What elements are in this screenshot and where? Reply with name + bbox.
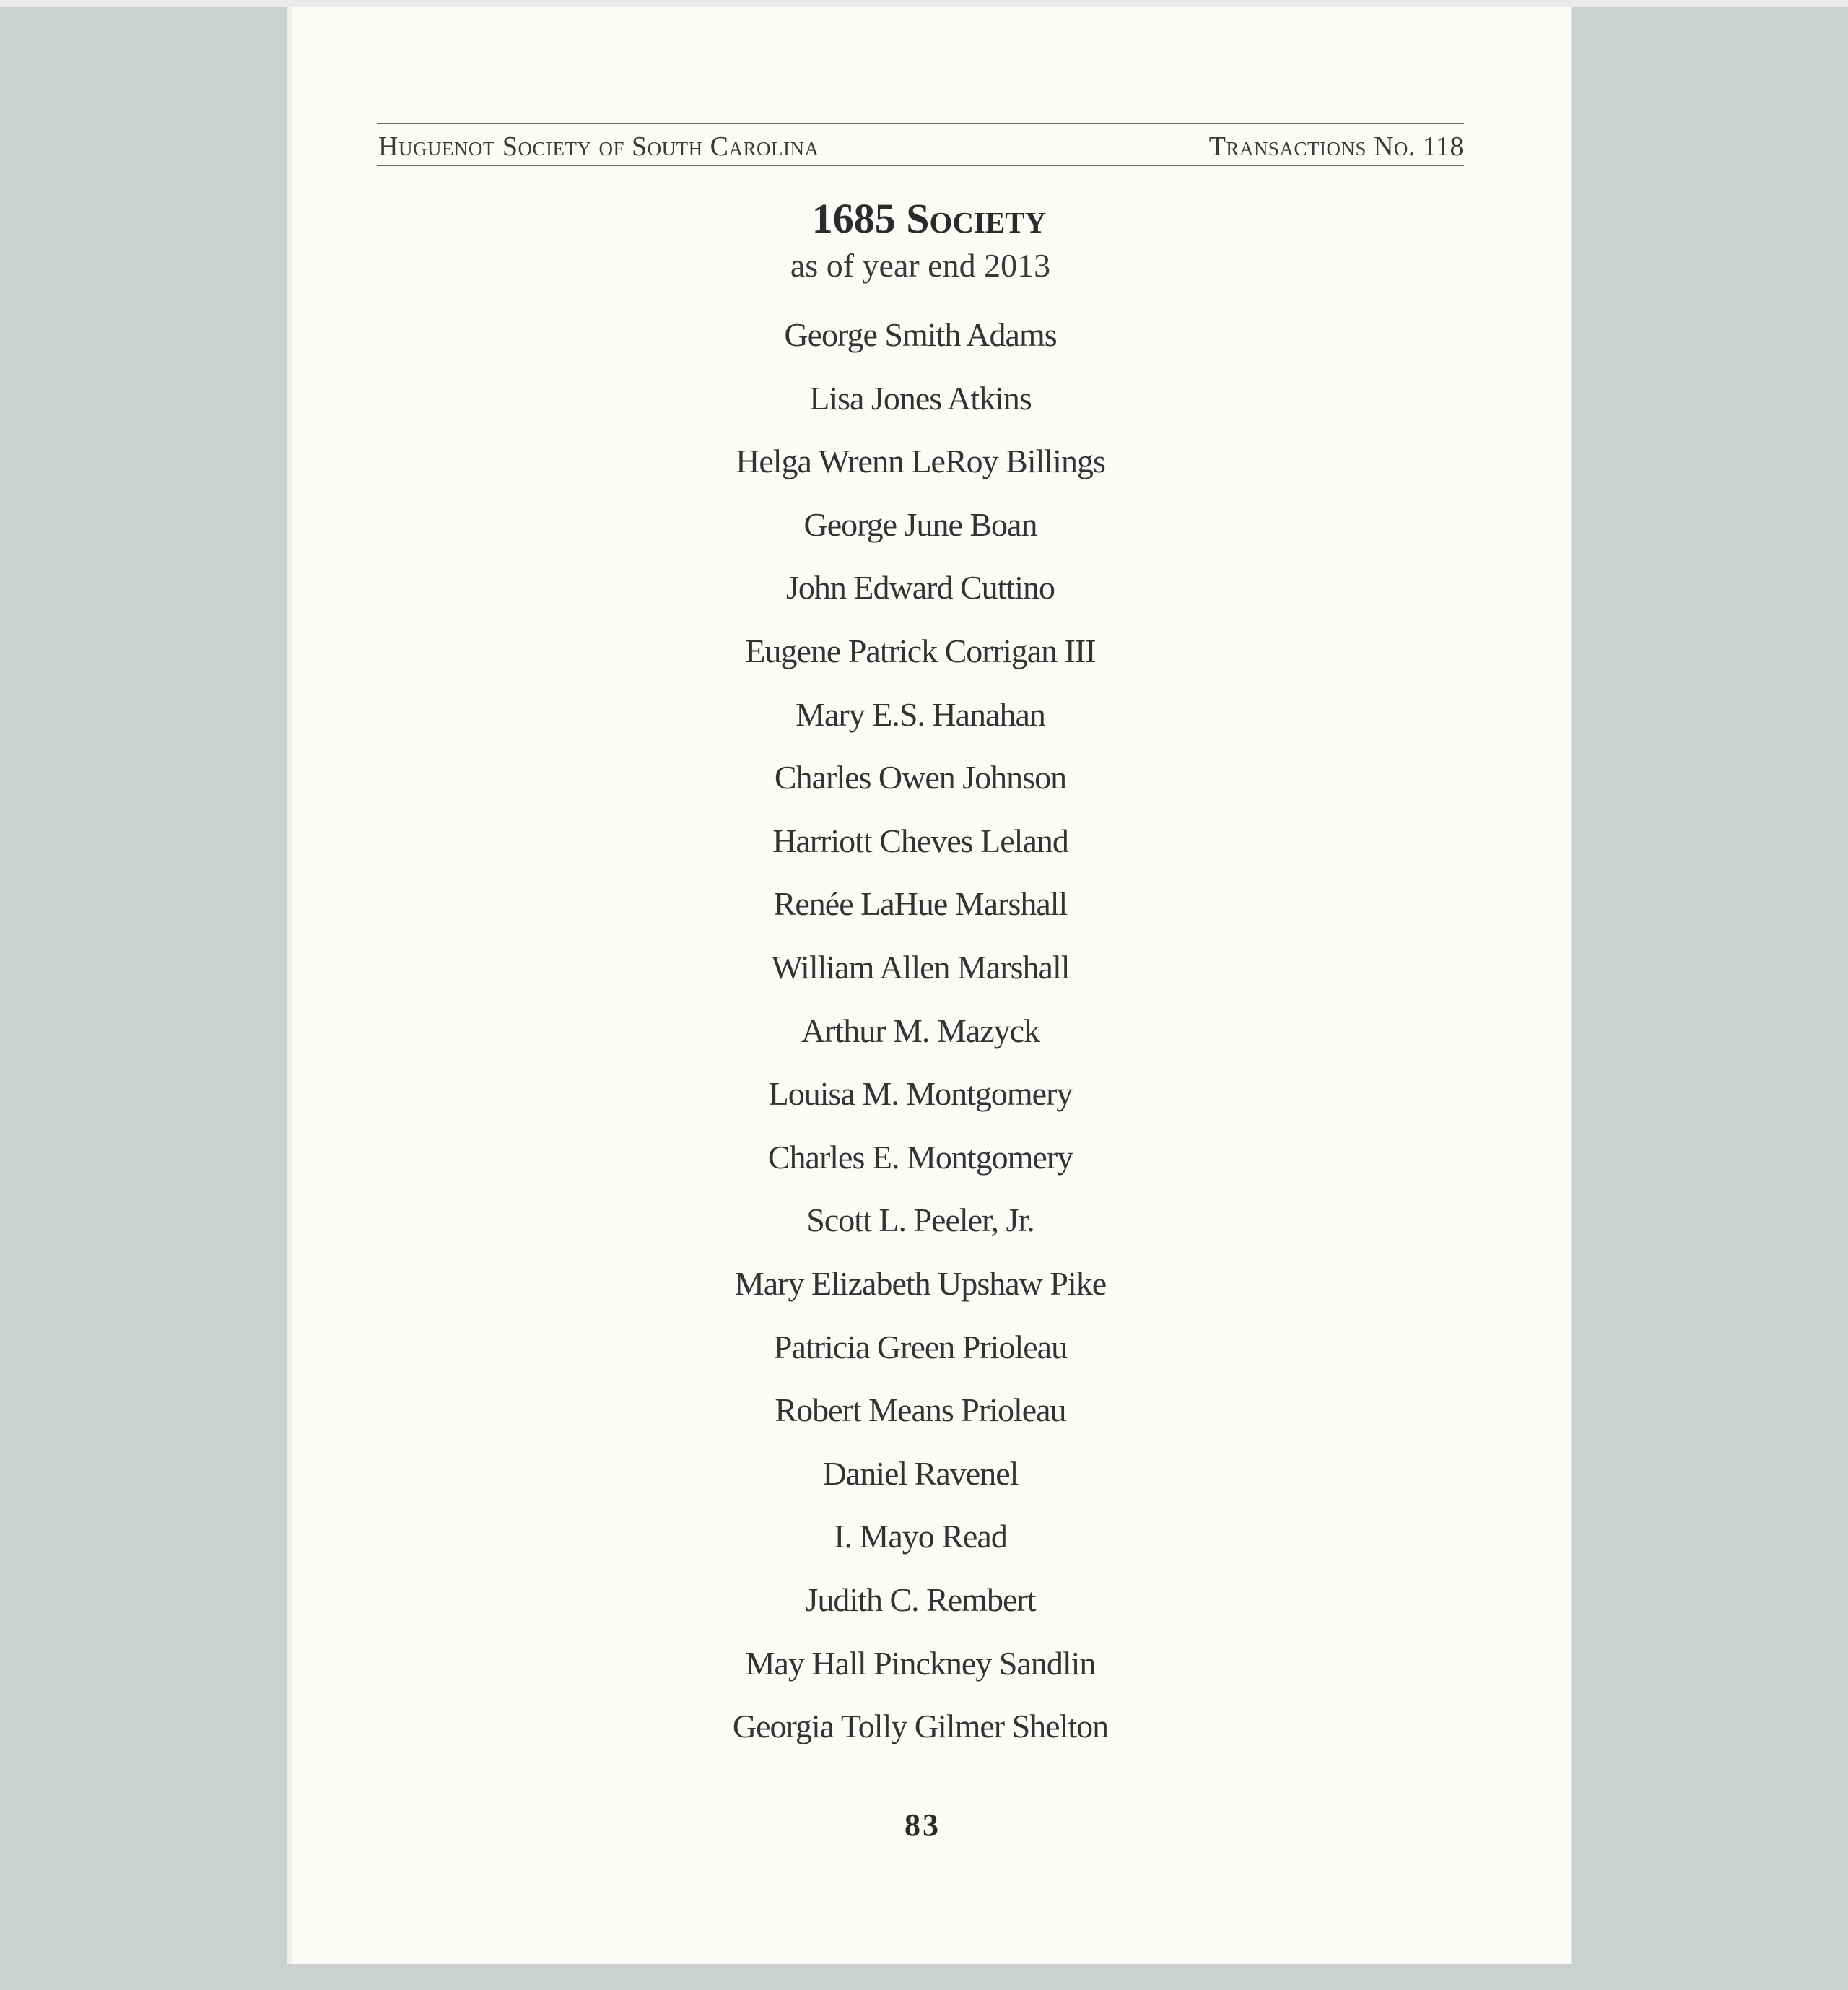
- member-name: Georgia Tolly Gilmer Shelton: [732, 1708, 1109, 1744]
- member-name: Daniel Ravenel: [822, 1455, 1019, 1492]
- page-number: 83: [905, 1807, 941, 1843]
- member-name: George June Boan: [803, 506, 1037, 543]
- member-name: George Smith Adams: [784, 316, 1057, 353]
- member-name: Robert Means Prioleau: [775, 1391, 1066, 1428]
- member-name: Judith C. Rembert: [805, 1581, 1036, 1618]
- page-subtitle: as of year end 2013: [790, 247, 1051, 284]
- header-society-name: Huguenot Society of South Carolina: [378, 131, 819, 162]
- member-name: Helga Wrenn LeRoy Billings: [736, 443, 1105, 479]
- member-name: Harriott Cheves Leland: [772, 822, 1068, 859]
- member-name: John Edward Cuttino: [786, 569, 1055, 606]
- member-name: Charles Owen Johnson: [774, 759, 1067, 796]
- member-name: Mary E.S. Hanahan: [796, 696, 1045, 733]
- member-name: Lisa Jones Atkins: [809, 380, 1032, 417]
- running-header: [377, 123, 1464, 166]
- member-name: Eugene Patrick Corrigan III: [745, 633, 1096, 669]
- header-transactions-number: Transactions No. 118: [1208, 131, 1464, 162]
- member-name: Patricia Green Prioleau: [773, 1329, 1068, 1365]
- member-name: William Allen Marshall: [771, 949, 1070, 986]
- scan-background-strip: [0, 0, 1848, 7]
- member-name: I. Mayo Read: [834, 1518, 1007, 1555]
- page-edge: [287, 7, 292, 1964]
- member-name: Louisa M. Montgomery: [768, 1075, 1073, 1112]
- page-title: 1685 Society: [811, 195, 1047, 242]
- member-name: Renée LaHue Marshall: [773, 885, 1068, 922]
- member-name: Mary Elizabeth Upshaw Pike: [734, 1265, 1107, 1302]
- member-name: Charles E. Montgomery: [767, 1139, 1073, 1176]
- member-name: May Hall Pinckney Sandlin: [745, 1645, 1096, 1682]
- member-name: Scott L. Peeler, Jr.: [806, 1202, 1034, 1238]
- member-name: Arthur M. Mazyck: [801, 1012, 1040, 1049]
